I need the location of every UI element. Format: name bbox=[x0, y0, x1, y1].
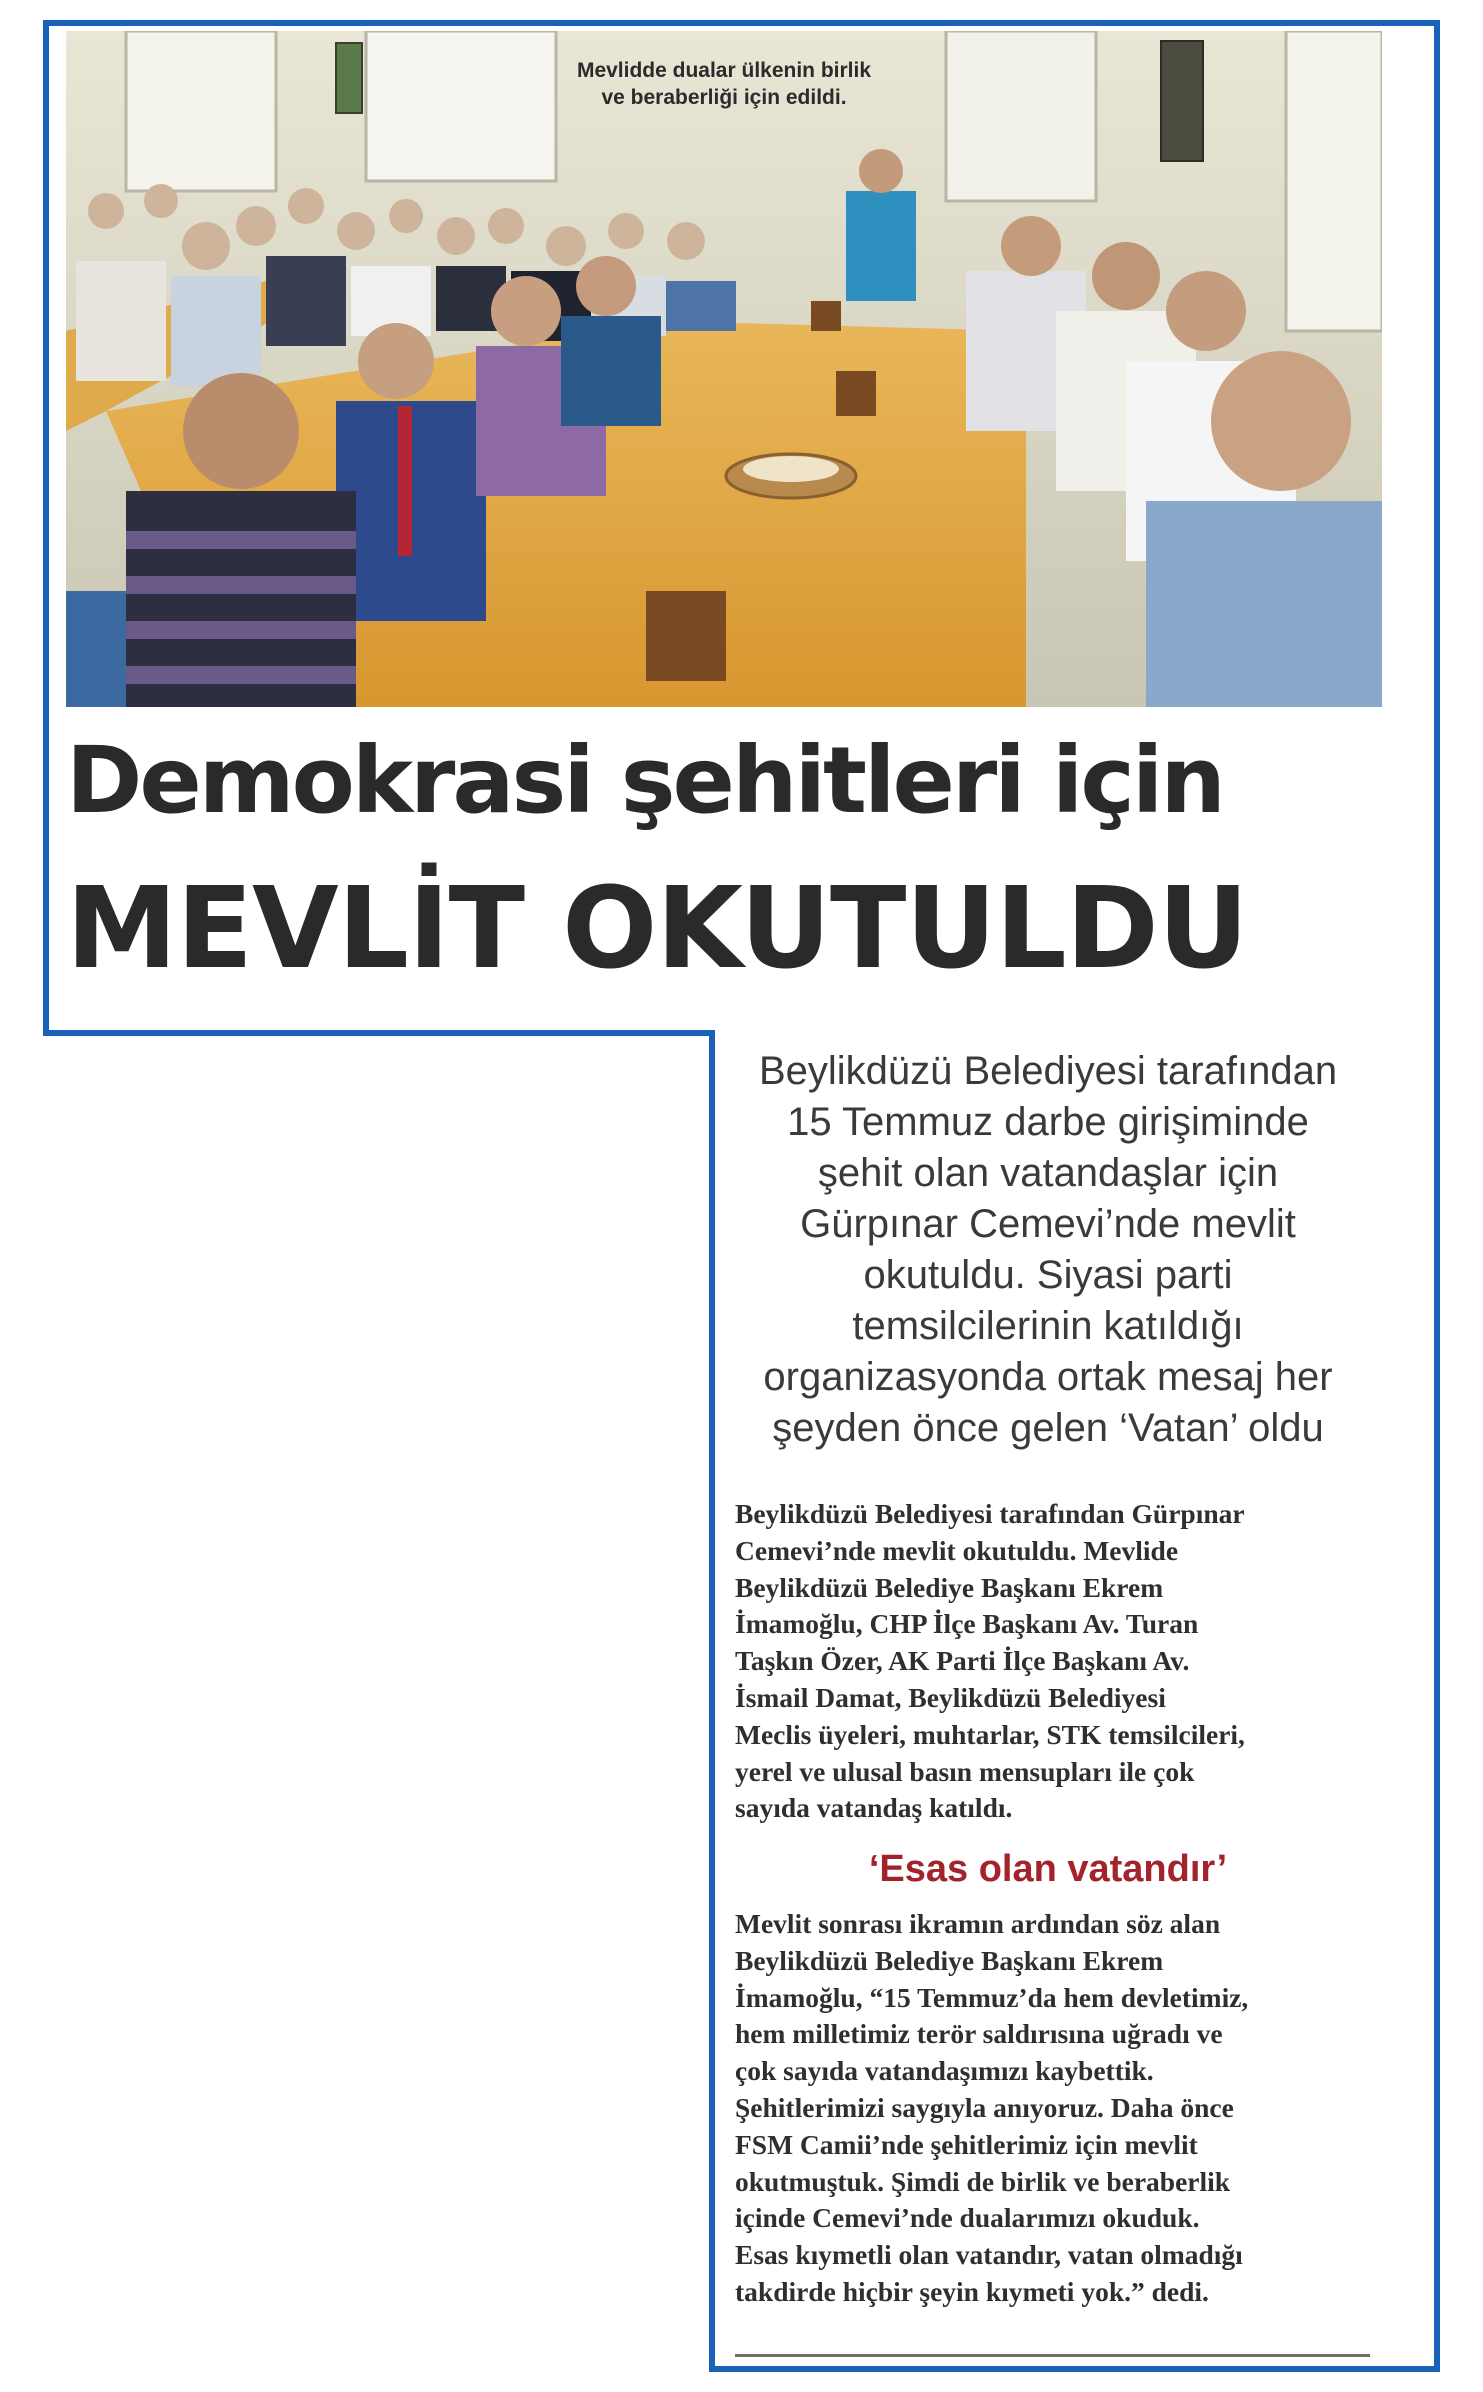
subheading: ‘Esas olan vatandır’ bbox=[868, 1848, 1228, 1890]
headline-line-1: Demokrasi şehitleri için bbox=[66, 727, 1223, 834]
body-paragraph-2: Mevlit sonrası ikramın ardından söz alan Beylikdüzü Belediye Başkanı Ekrem İmamoğlu, “15 Temmuz’da hem devletimiz, hem milletimiz terör saldırısına uğradı ve çok sayıda vatandaşımızı kaybettik. Şehitlerimizi saygıyla anıyoruz. Daha önce FSM Camii’nde şehitlerimiz için mevlit okutmuştuk. Şimdi de birlik ve beraberlik içinde Cemevi’nde dualarımızı okuduk. Esas kıymetli olan vatandır, vatan olmadığı takdirde hiçbir şeyin kıymeti yok.” dedi. bbox=[735, 1908, 1249, 2307]
lead-paragraph: Beylikdüzü Belediyesi tarafından 15 Temmuz darbe girişiminde şehit olan vatandaşlar için Gürpınar Cemevi’nde mevlit okutuldu. Siyasi parti temsilcilerinin katıldığı organizasyonda ortak mesaj her şeyden önce gelen ‘Vatan’ oldu bbox=[758, 1049, 1338, 1450]
body-paragraph-1: Beylikdüzü Belediyesi tarafından Gürpınar Cemevi’nde mevlit okutuldu. Mevlide Beylikdüzü Belediye Başkanı Ekrem İmamoğlu, CHP İlçe Başkanı Av. Turan Taşkın Özer, AK Parti İlçe Başkanı Av. İsmail Damat, Beylikdüzü Belediyesi Meclis üyeleri, muhtarlar, STK temsilcileri, yerel ve ulusal basın mensupları ile çok sayıda vatandaş katıldı. bbox=[735, 1498, 1245, 1824]
meeting-photo-illustration bbox=[66, 31, 1382, 707]
news-photo bbox=[66, 31, 1382, 707]
photo-caption: Mevlidde dualar ülkenin birlik ve beraberliği için edildi. bbox=[576, 59, 872, 109]
headline-line-2: MEVLİT OKUTULDU bbox=[66, 864, 1248, 994]
column-divider bbox=[735, 2354, 1370, 2357]
